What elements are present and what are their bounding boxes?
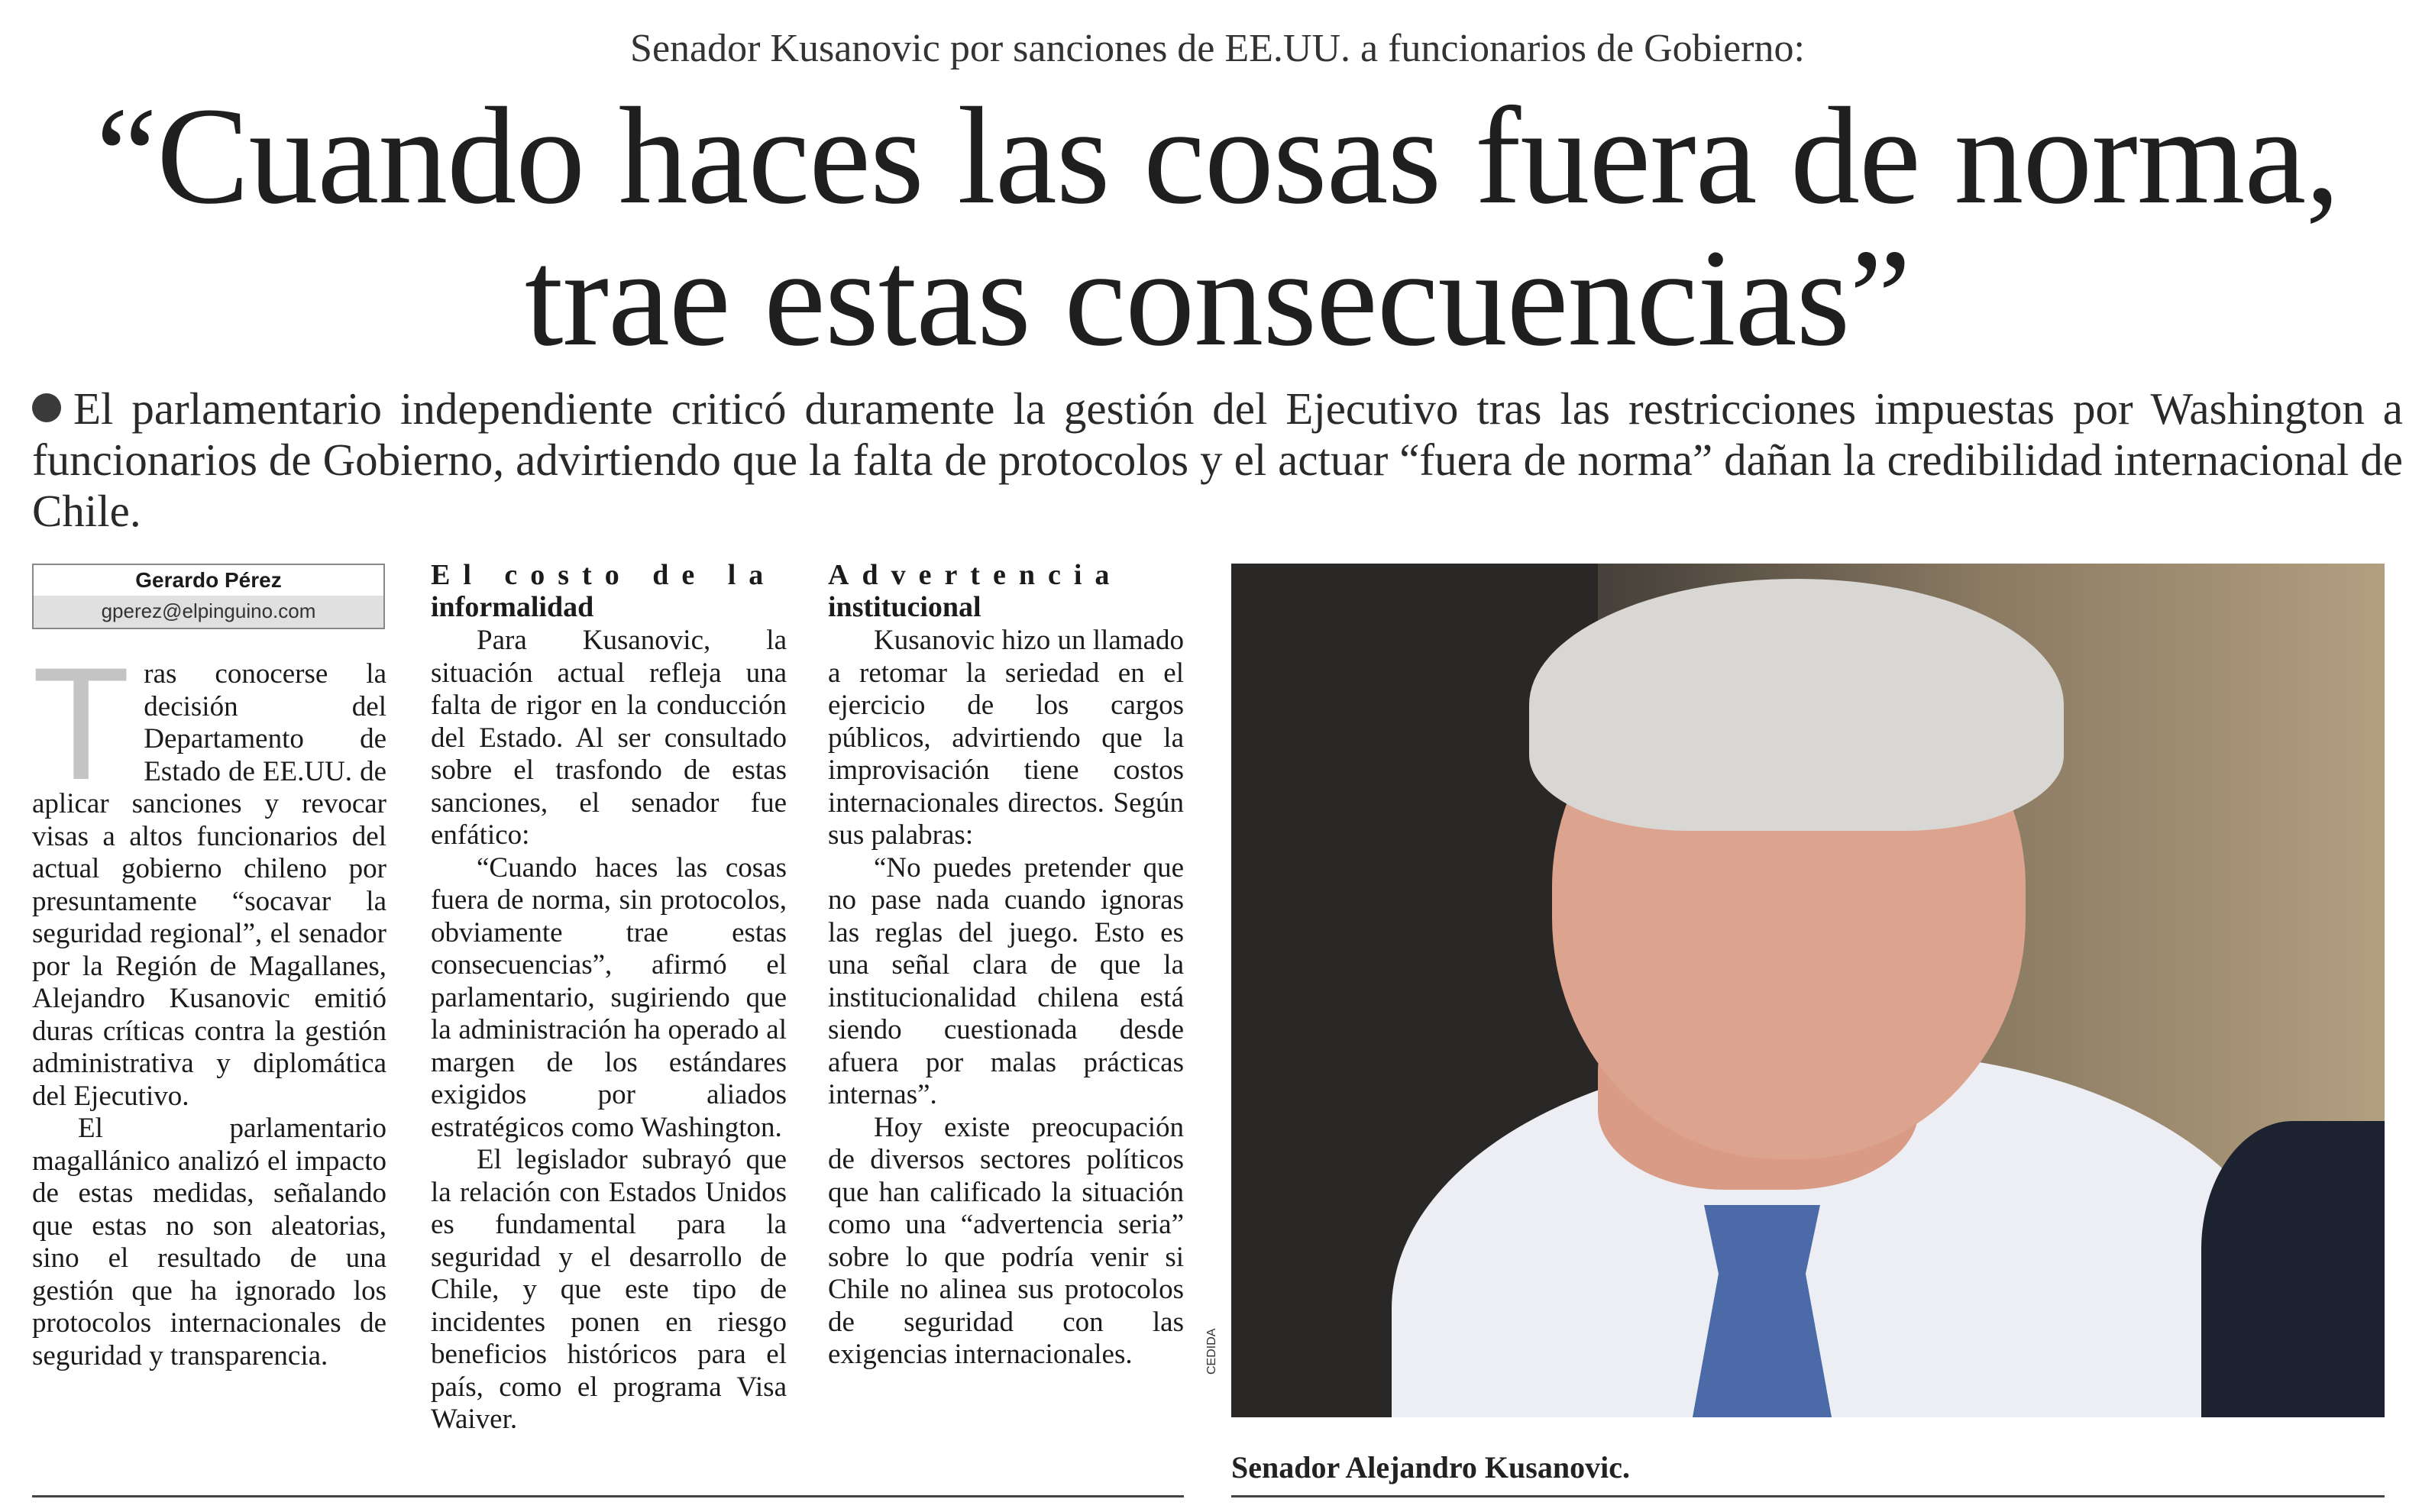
bottom-rule-right	[1231, 1495, 2385, 1497]
subheading-line-1: Advertencia	[828, 559, 1123, 591]
bottom-rule-left	[32, 1495, 1184, 1497]
paragraph: Hoy existe preocupación de diversos sectores políticos que han calificado la situación como una “advertencia seria” sobre lo que podría venir si Chile no alinea sus protocolos de seguridad con las exigencias internacionales.	[828, 1111, 1184, 1370]
photo-hair	[1529, 579, 2064, 831]
kicker: Senador Kusanovic por sanciones de EE.UU. a funcionarios de Gobierno:	[630, 27, 1805, 70]
drop-cap: T	[32, 634, 131, 813]
paragraph: “Cuando haces las cosas fuera de norma, sin protocolos, obviamente trae estas consecuencias”, afirmó el parlamentario, sugiriendo que la administración ha operado al margen de los estándares exigidos por aliados estratégicos como Washington.	[431, 851, 787, 1143]
subheading	[828, 559, 1184, 623]
author-name: Gerardo Pérez	[34, 565, 383, 596]
headline-line-2: trae estas consecuencias”	[524, 221, 1911, 375]
paragraph: Para Kusanovic, la situación actual refleja una falta de rigor en la conducción del Estado. Al ser consultado sobre el trasfondo de estas sanciones, el senador fue enfático:	[431, 625, 787, 851]
photo-shoulder	[2201, 1121, 2385, 1417]
photo-caption: Senador Alejandro Kusanovic.	[1231, 1450, 1630, 1485]
headline	[31, 79, 2404, 375]
subheading	[431, 559, 787, 623]
paragraph: “No puedes pretender que no pase nada cuando ignoras las reglas del juego. Esto es una señal clara de que la institucionalidad chilena está siendo cuestionada desde afuera por malas prácticas internas”.	[828, 851, 1184, 1110]
headline-line-1: “Cuando haces las cosas fuera de norma,	[95, 79, 2340, 233]
byline-box	[32, 564, 385, 629]
paragraph: El legislador subrayó que la relación con Estados Unidos es fundamental para la seguridad y el desarrollo de Chile, y que este tipo de incidentes ponen en riesgo beneficios históricos para el país, como el programa Visa Waiver.	[431, 1144, 787, 1435]
paragraph: ras conocerse la decisión del Departamento de Estado de EE.UU. de aplicar sanciones y revocar visas a altos funcionarios del actual gobierno chileno por presuntamente “socavar la seguridad regional”, el senador por la Región de Magallanes, Alejandro Kusanovic emitió duras críticas contra la gestión administrativa y diplomática del Ejecutivo.	[32, 658, 386, 1112]
paragraph: Kusanovic hizo un llamado a retomar la seriedad en el ejercicio de los cargos públicos, advirtiendo que la improvisación tiene costos internacionales directos. Según sus palabras:	[828, 625, 1184, 851]
subheading-line-2: institucional	[828, 591, 981, 623]
paragraph: El parlamentario magallánico analizó el impacto de estas medidas, señalando que estas no son aleatorias, sino el resultado de una gestión que ha ignorado los protocolos internacionales de seguridad y transparencia.	[32, 1113, 386, 1371]
subheading-line-2: informalidad	[431, 591, 594, 623]
column-1	[32, 634, 386, 1372]
bullet-icon	[32, 393, 61, 422]
senator-photo	[1231, 564, 2385, 1417]
column-2	[431, 559, 787, 1436]
photo-credit: CEDIDA	[1205, 1328, 1218, 1375]
lead-paragraph	[32, 383, 2403, 537]
subheading-line-1: El costo de la	[431, 559, 777, 591]
author-email: gperez@elpinguino.com	[34, 596, 383, 628]
lead-text: El parlamentario independiente criticó duramente la gestión del Ejecutivo tras las restricciones impuestas por Washington a funcionarios de Gobierno, advirtiendo que la falta de protocolos y el actuar “fuera de norma” dañan la credibilidad internacional de Chile.	[32, 383, 2403, 536]
column-3	[828, 559, 1184, 1371]
